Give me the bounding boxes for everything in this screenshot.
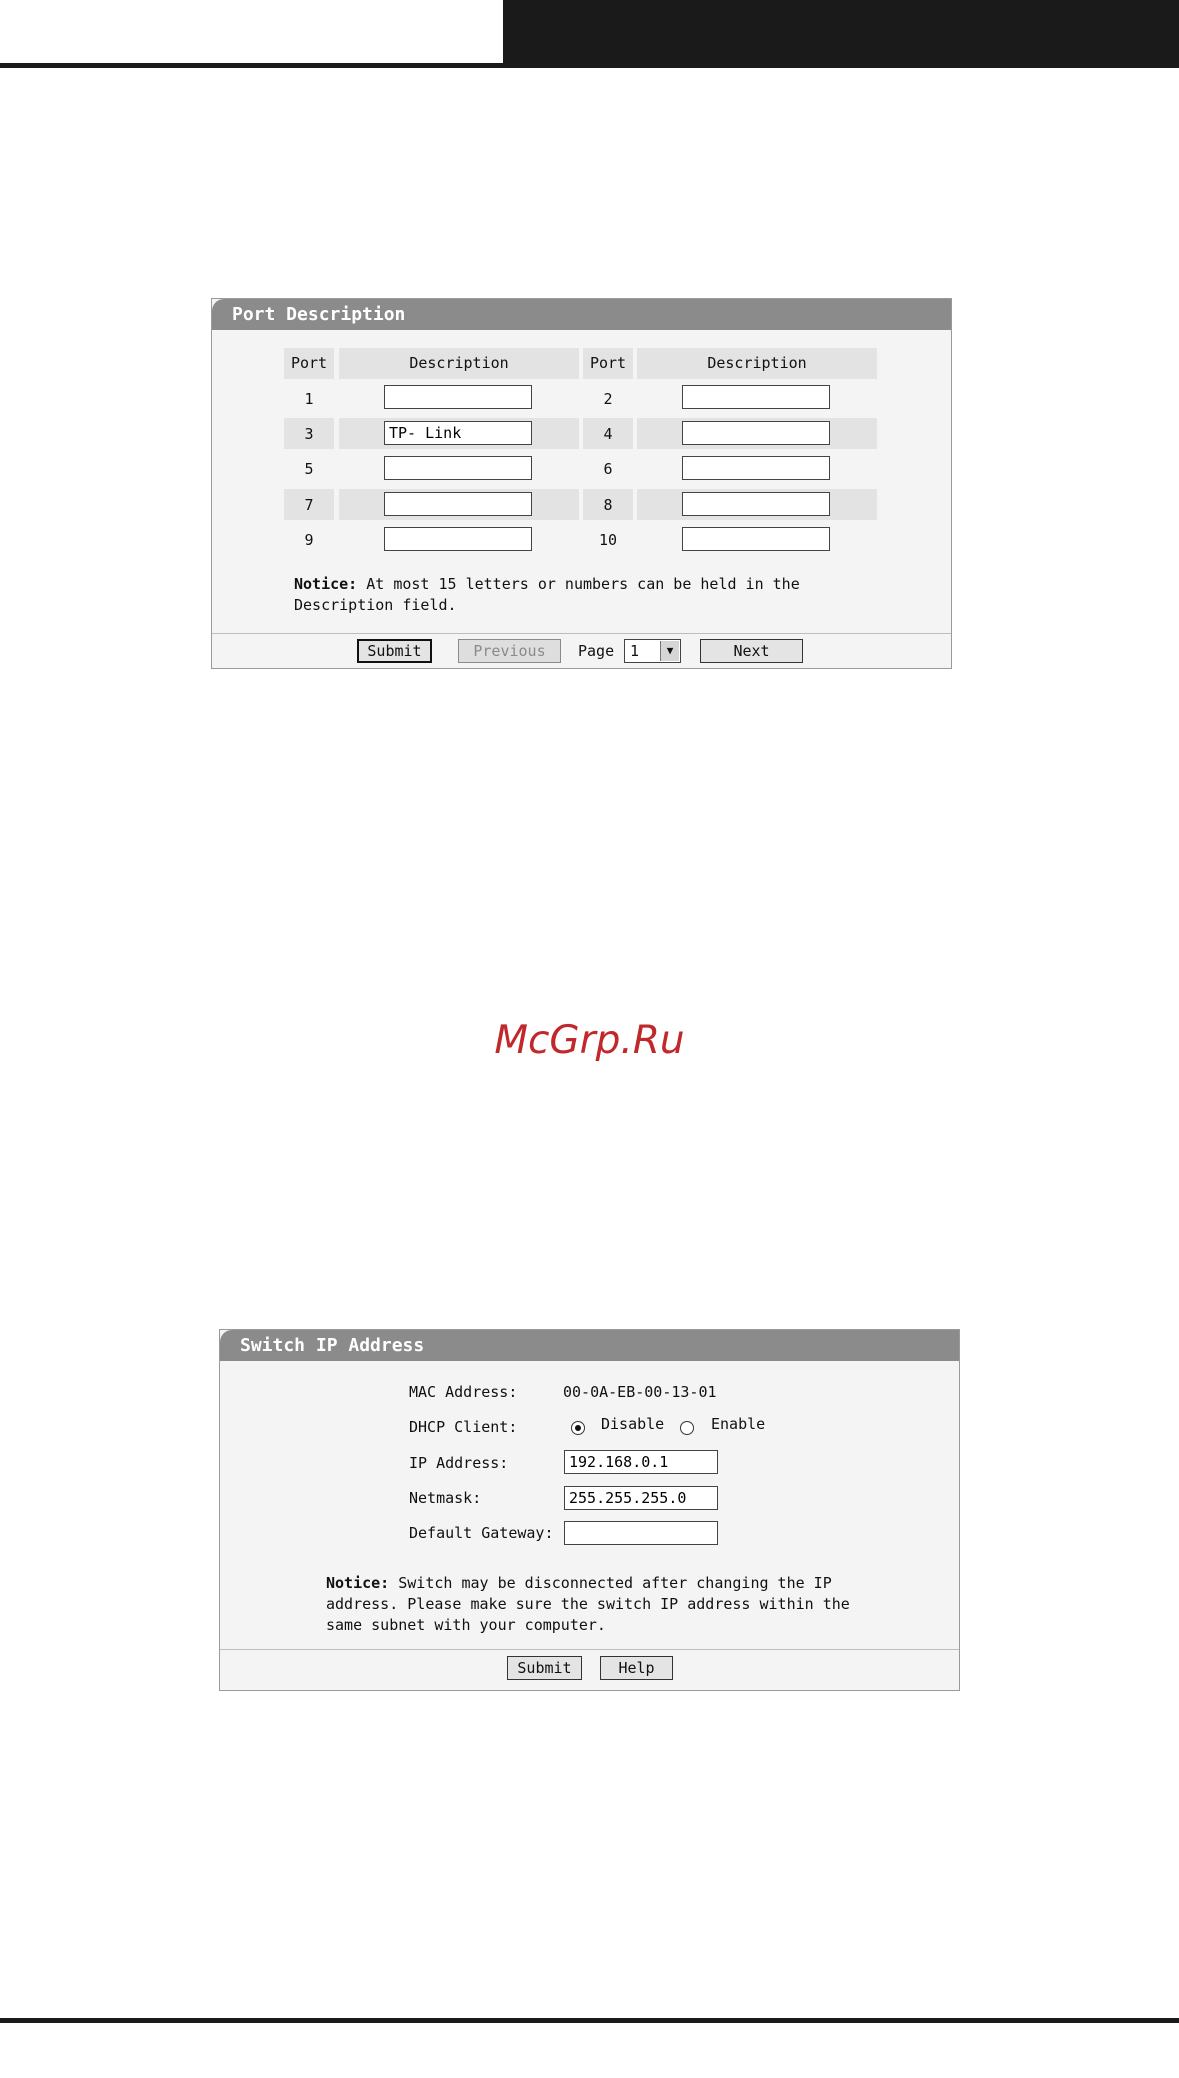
chevron-down-icon[interactable]: ▼ bbox=[660, 641, 679, 661]
bottom-rule bbox=[0, 2018, 1179, 2023]
notice-line: same subnet with your computer. bbox=[326, 1616, 606, 1634]
port-number: 8 bbox=[603, 496, 613, 514]
watermark: McGrp.Ru bbox=[494, 1018, 685, 1063]
notice-text bbox=[294, 574, 800, 616]
port-number: 2 bbox=[603, 390, 613, 408]
port-description-input[interactable] bbox=[384, 385, 532, 409]
notice-label: Notice: bbox=[326, 1574, 390, 1592]
dhcp-disable-label: Disable bbox=[601, 1415, 665, 1433]
column-header-port: Port bbox=[589, 354, 627, 372]
notice-line: At most 15 letters or numbers can be held in the bbox=[357, 575, 800, 593]
column-header-port: Port bbox=[290, 354, 328, 372]
dhcp-client-label: DHCP Client: bbox=[409, 1418, 518, 1436]
notice-text bbox=[326, 1573, 850, 1636]
port-number: 4 bbox=[603, 425, 613, 443]
submit-button[interactable]: Submit bbox=[507, 1656, 582, 1680]
netmask-input[interactable] bbox=[564, 1486, 718, 1510]
notice-line: Description field. bbox=[294, 596, 457, 614]
next-button[interactable]: Next bbox=[700, 639, 803, 663]
panel-title: Switch IP Address bbox=[220, 1330, 959, 1361]
port-number: 7 bbox=[304, 496, 314, 514]
ip-address-label: IP Address: bbox=[409, 1454, 509, 1472]
netmask-label: Netmask: bbox=[409, 1489, 482, 1507]
port-description-input[interactable] bbox=[682, 421, 830, 445]
port-number: 10 bbox=[598, 531, 618, 549]
dhcp-enable-radio[interactable] bbox=[680, 1421, 694, 1435]
ip-address-input[interactable] bbox=[564, 1450, 718, 1474]
top-rule bbox=[0, 63, 503, 68]
mac-address-value: 00-0A-EB-00-13-01 bbox=[563, 1383, 717, 1401]
notice-line: address. Please make sure the switch IP address within the bbox=[326, 1595, 850, 1613]
column-header-description: Description bbox=[409, 354, 509, 372]
dhcp-disable-radio[interactable] bbox=[571, 1421, 585, 1435]
panel-footer bbox=[220, 1649, 959, 1690]
port-description-panel bbox=[211, 298, 952, 669]
port-description-input[interactable] bbox=[682, 456, 830, 480]
port-number: 5 bbox=[304, 460, 314, 478]
dhcp-enable-label: Enable bbox=[711, 1415, 766, 1433]
port-number: 9 bbox=[304, 531, 314, 549]
port-description-input[interactable] bbox=[682, 385, 830, 409]
port-description-input[interactable] bbox=[384, 492, 532, 516]
port-number: 6 bbox=[603, 460, 613, 478]
notice-label: Notice: bbox=[294, 575, 358, 593]
mac-address-label: MAC Address: bbox=[409, 1383, 518, 1401]
port-description-input[interactable] bbox=[384, 421, 532, 445]
page-select-value: 1 bbox=[630, 642, 640, 660]
page-label: Page bbox=[578, 642, 615, 660]
default-gateway-input[interactable] bbox=[564, 1521, 718, 1545]
port-description-input[interactable] bbox=[384, 456, 532, 480]
column-header-description: Description bbox=[707, 354, 807, 372]
port-description-input[interactable] bbox=[384, 527, 532, 551]
port-description-input[interactable] bbox=[682, 492, 830, 516]
port-number: 1 bbox=[304, 390, 314, 408]
panel-footer bbox=[212, 633, 951, 668]
page-select[interactable] bbox=[624, 639, 681, 663]
panel-title: Port Description bbox=[212, 299, 951, 330]
default-gateway-label: Default Gateway: bbox=[409, 1524, 554, 1542]
help-button[interactable]: Help bbox=[600, 1656, 673, 1680]
port-description-input[interactable] bbox=[682, 527, 830, 551]
port-number: 3 bbox=[304, 425, 314, 443]
header-block bbox=[503, 0, 1179, 68]
previous-button[interactable]: Previous bbox=[458, 639, 561, 663]
notice-line: Switch may be disconnected after changing the IP bbox=[389, 1574, 832, 1592]
submit-button[interactable]: Submit bbox=[357, 639, 432, 663]
switch-ip-panel bbox=[219, 1329, 960, 1691]
